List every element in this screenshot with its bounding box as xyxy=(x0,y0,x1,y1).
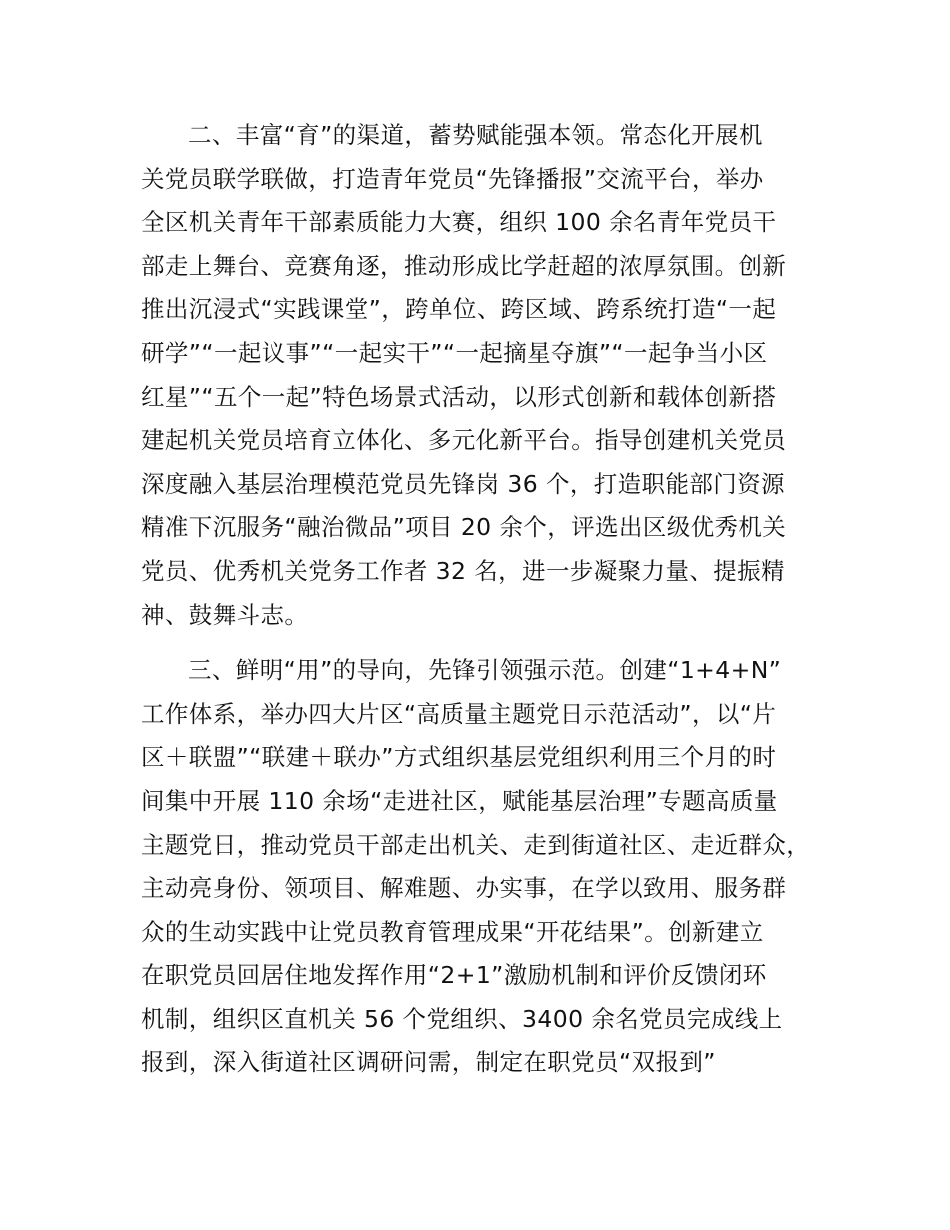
paragraph-2 xyxy=(141,114,835,637)
paragraph-line: 全区机关青年干部素质能力大赛，组织 100 余名青年党员干 xyxy=(141,208,777,237)
paragraph-line: 在职党员回居住地发挥作用“2+1”激励机制和评价反馈闭环 xyxy=(141,961,767,990)
paragraph-line: 主动亮身份、领项目、解难题、办实事，在学以致用、服务群 xyxy=(141,874,787,903)
paragraph-line: 工作体系，举办四大片区“高质量主题党日示范活动”，以“片 xyxy=(141,699,777,728)
paragraph-line: 推出沉浸式“实践课堂”，跨单位、跨区域、跨系统打造“一起 xyxy=(141,295,777,324)
paragraph-line: 部走上舞台、竞赛角逐，推动形成比学赶超的浓厚氛围。创新 xyxy=(141,251,787,280)
paragraph-line: 主题党日，推动党员干部走出机关、走到街道社区、走近群众， xyxy=(141,830,811,859)
paragraph-line: 三、鲜明“用”的导向，先锋引领强示范。创建“1+4+N” xyxy=(188,656,782,685)
paragraph-line: 众的生动实践中让党员教育管理成果“开花结果”。创新建立 xyxy=(141,917,764,946)
paragraph-line: 报到，深入街道社区调研问需，制定在职党员“双报到” xyxy=(141,1048,716,1077)
paragraph-line: 党员、优秀机关党务工作者 32 名，进一步凝聚力量、提振精 xyxy=(141,556,785,585)
paragraph-line: 二、丰富“育”的渠道，蓄势赋能强本领。常态化开展机 xyxy=(188,121,763,149)
paragraph-line: 红星”“五个一起”特色场景式活动，以形式创新和载体创新搭 xyxy=(141,382,777,411)
paragraph-line: 精准下沉服务“融治微品”项目 20 余个，评选出区级优秀机关 xyxy=(141,513,787,542)
paragraph-line: 神、鼓舞斗志。 xyxy=(141,600,309,629)
paragraph-line: 间集中开展 110 余场“走进社区，赋能基层治理”专题高质量 xyxy=(141,786,778,815)
paragraph-line: 深度融入基层治理模范党员先锋岗 36 个，打造职能部门资源 xyxy=(141,469,785,498)
paragraph-line: 研学”“一起议事”“一起实干”“一起摘星夺旗”“一起争当小区 xyxy=(141,338,768,367)
paragraph-line: 机制，组织区直机关 56 个党组织、3400 余名党员完成线上 xyxy=(141,1004,783,1033)
paragraph-3 xyxy=(141,649,835,1085)
paragraph-line: 关党员联学联做，打造青年党员“先锋播报”交流平台，举办 xyxy=(141,164,764,193)
paragraph-line: 区＋联盟”“联建＋联办”方式组织基层党组织利用三个月的时 xyxy=(141,743,777,772)
paragraph-line: 建起机关党员培育立体化、多元化新平台。指导创建机关党员 xyxy=(141,426,787,455)
document-body xyxy=(141,114,835,1085)
